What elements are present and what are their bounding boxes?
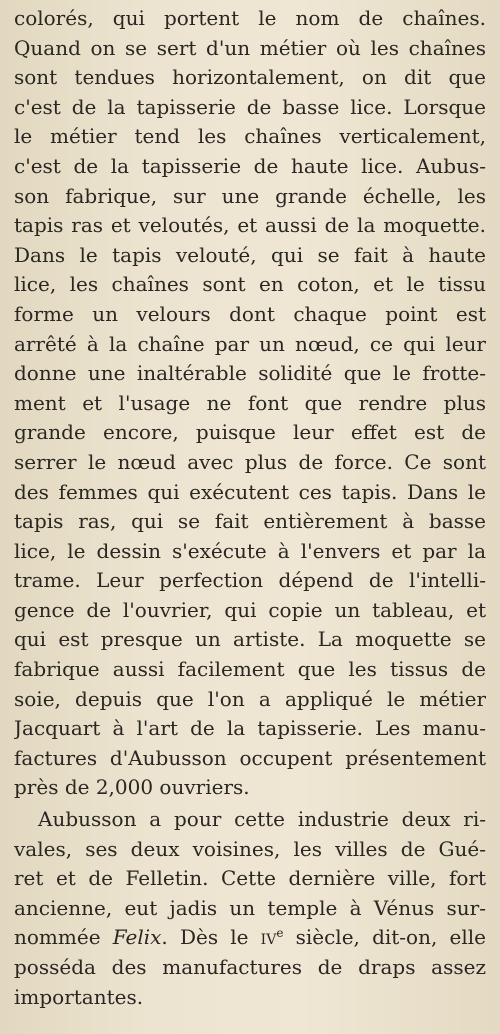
text-segment: . Dès le — [161, 925, 261, 950]
text-line: fabrique aussi facilement que les tissus de — [14, 657, 486, 682]
text-line: vales, ses deux voisines, les villes de Gué- — [14, 836, 486, 861]
text-line: Aubusson a pour cette industrie deux ri- — [38, 807, 486, 832]
paragraph-2 — [14, 805, 486, 1012]
text-line: tapis ras et veloutés, et aussi de la moquette. — [14, 213, 486, 238]
text-line: qui est presque un artiste. La moquette se — [14, 627, 486, 652]
text-line: des femmes qui exécutent ces tapis. Dans le — [14, 479, 486, 504]
text-line: trame. Leur perfection dépend de l'intelli- — [14, 568, 486, 593]
text-line: lice, le dessin s'exécute à l'envers et par la — [14, 538, 486, 563]
text-line: tapis ras, qui se fait entièrement à basse — [14, 509, 486, 534]
century-superscript: e — [276, 926, 284, 941]
text-line: arrêté à la chaîne par un nœud, ce qui leur — [14, 331, 486, 356]
book-page — [14, 4, 486, 1012]
text-line: forme un velours dont chaque point est — [14, 301, 486, 326]
text-line: colorés, qui portent le nom de chaînes. — [14, 6, 486, 30]
text-line: le métier tend les chaînes verticalement, — [14, 124, 486, 149]
text-line: grande encore, puisque leur effet est de — [14, 420, 486, 445]
text-line: Quand on se sert d'un métier où les chaînes — [14, 35, 486, 60]
text-line: gence de l'ouvrier, qui copie un tableau, et — [14, 597, 486, 622]
text-line: soie, depuis que l'on a appliqué le métier — [14, 686, 486, 711]
text-line: serrer le nœud avec plus de force. Ce sont — [14, 449, 486, 474]
text-line: lice, les chaînes sont en coton, et le tissu — [14, 272, 486, 297]
italic-name: Felix — [112, 925, 162, 950]
text-segment: nommée — [14, 925, 113, 950]
text-line: Jacquart à l'art de la tapisserie. Les manu- — [14, 716, 486, 741]
text-segment: siècle, dit-on, elle — [283, 925, 486, 950]
text-line-with-italic — [14, 923, 486, 953]
text-line: ment et l'usage ne font que rendre plus — [14, 390, 486, 415]
text-line: c'est de la tapisserie de basse lice. Lorsque — [14, 94, 486, 119]
paragraph-1 — [14, 4, 486, 803]
text-line: son fabrique, sur une grande échelle, les — [14, 183, 486, 208]
text-line: Dans le tapis velouté, qui se fait à haute — [14, 242, 486, 267]
text-line: importantes. — [14, 984, 144, 1009]
century-numeral: iv — [260, 925, 277, 950]
text-line: posséda des manufactures de draps assez — [14, 955, 486, 979]
text-line: ret et de Felletin. Cette dernière ville, fort — [14, 866, 486, 891]
text-line: ancienne, eut jadis un temple à Vénus sur- — [14, 895, 486, 920]
text-line: sont tendues horizontalement, on dit que — [14, 65, 486, 90]
text-line: près de 2,000 ouvriers. — [14, 775, 250, 800]
text-line: c'est de la tapisserie de haute lice. Aubus- — [14, 153, 486, 178]
text-line: factures d'Aubusson occupent présentement — [14, 745, 486, 770]
text-line: donne une inaltérable solidité que le frotte- — [14, 361, 486, 386]
